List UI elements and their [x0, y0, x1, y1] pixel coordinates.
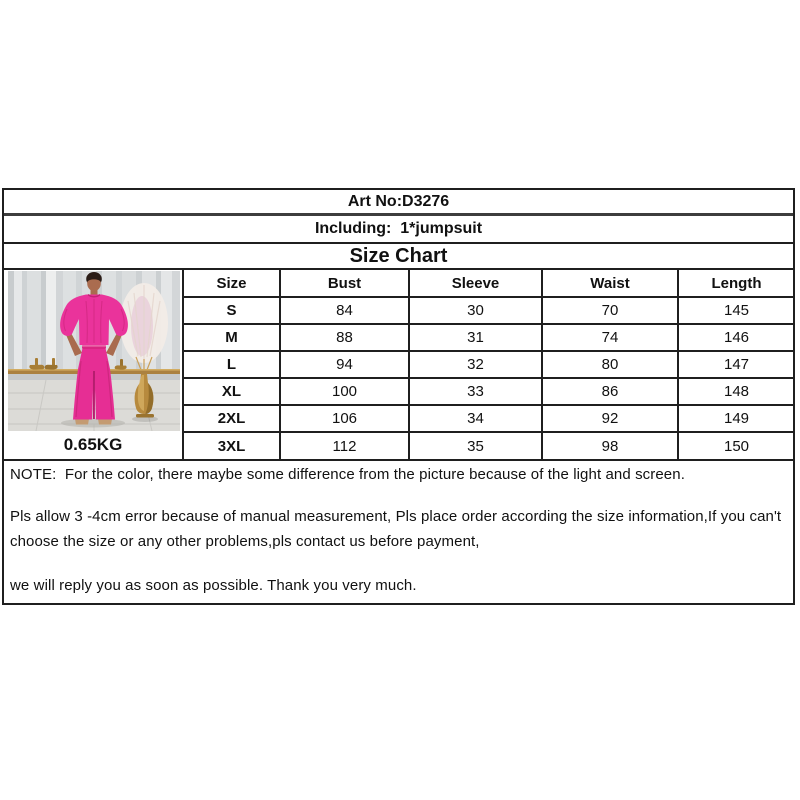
cell-waist: 74	[542, 324, 678, 351]
size-table-header-row	[183, 270, 794, 297]
cell-waist: 80	[542, 351, 678, 378]
size-chart-title: Size Chart	[4, 244, 793, 270]
table-row	[183, 297, 794, 324]
size-table	[182, 270, 794, 459]
note-line: NOTE: For the color, there maybe some difference from the picture because of the light and screen.	[10, 466, 685, 483]
cell-waist: 92	[542, 405, 678, 432]
cell-bust: 84	[280, 297, 409, 324]
col-header-waist: Waist	[542, 270, 678, 297]
note-section	[4, 459, 793, 603]
cell-bust: 94	[280, 351, 409, 378]
note-line: choose the size or any other problems,pls contact us before payment,	[10, 533, 480, 550]
table-row	[183, 378, 794, 405]
cell-size: M	[183, 324, 280, 351]
cell-waist: 70	[542, 297, 678, 324]
cell-sleeve: 30	[409, 297, 542, 324]
cell-sleeve: 34	[409, 405, 542, 432]
cell-length: 146	[678, 324, 794, 351]
cell-sleeve: 33	[409, 378, 542, 405]
cell-bust: 100	[280, 378, 409, 405]
col-header-sleeve: Sleeve	[409, 270, 542, 297]
info-panel	[2, 188, 795, 605]
col-header-length: Length	[678, 270, 794, 297]
cell-length: 148	[678, 378, 794, 405]
cell-size: 2XL	[183, 405, 280, 432]
including-row: Including: 1*jumpsuit	[4, 216, 793, 244]
col-header-size: Size	[183, 270, 280, 297]
table-row	[183, 432, 794, 459]
product-photo-cell	[4, 270, 182, 459]
cell-waist: 98	[542, 432, 678, 459]
cell-size: L	[183, 351, 280, 378]
cell-length: 150	[678, 432, 794, 459]
art-no-row: Art No:D3276	[4, 190, 793, 216]
cell-bust: 112	[280, 432, 409, 459]
cell-waist: 86	[542, 378, 678, 405]
product-photo	[8, 271, 180, 431]
note-line: we will reply you as soon as possible. Thank you very much.	[10, 577, 417, 594]
cell-size: XL	[183, 378, 280, 405]
table-row	[183, 351, 794, 378]
garment-weight-label: 0.65KG	[63, 435, 123, 454]
cell-length: 147	[678, 351, 794, 378]
cell-length: 145	[678, 297, 794, 324]
cell-bust: 106	[280, 405, 409, 432]
table-row	[183, 405, 794, 432]
cell-sleeve: 31	[409, 324, 542, 351]
cell-length: 149	[678, 405, 794, 432]
cell-size: S	[183, 297, 280, 324]
note-line: Pls allow 3 -4cm error because of manual measurement, Pls place order according the size information,If you can't	[10, 508, 782, 525]
cell-sleeve: 35	[409, 432, 542, 459]
cell-bust: 88	[280, 324, 409, 351]
table-row	[183, 324, 794, 351]
cell-sleeve: 32	[409, 351, 542, 378]
cell-size: 3XL	[183, 432, 280, 459]
col-header-bust: Bust	[280, 270, 409, 297]
